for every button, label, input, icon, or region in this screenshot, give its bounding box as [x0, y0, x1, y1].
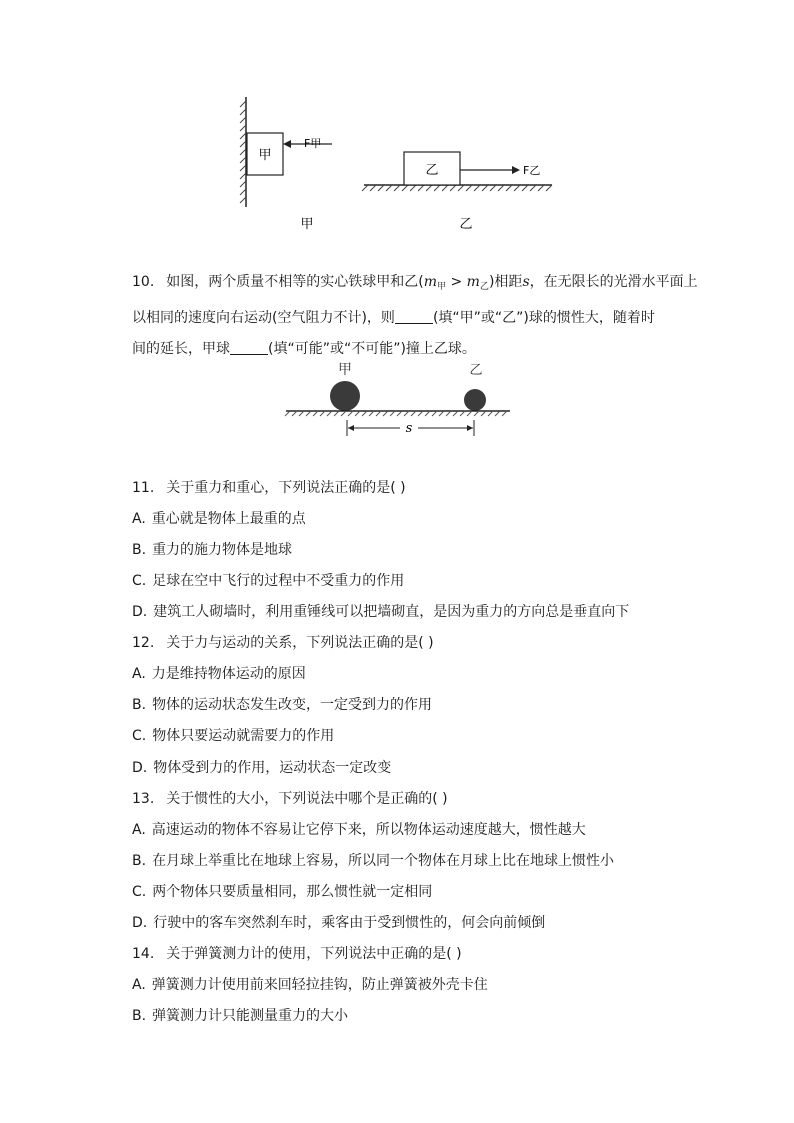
q12-option-b[interactable]: B. 物体的运动状态发生改变，一定受到力的作用	[132, 697, 433, 713]
answer-blank-1[interactable]	[395, 309, 433, 324]
ball-jia	[330, 381, 360, 411]
q11-option-a[interactable]: A. 重心就是物体上最重的点	[132, 511, 306, 527]
force-left-label: F甲	[304, 137, 322, 150]
distance-s-label: s	[405, 421, 413, 436]
q12-option-c[interactable]: C. 物体只要运动就需要力的作用	[132, 728, 335, 744]
block-yi-label: 乙	[425, 163, 439, 178]
distance-arrow-right-icon	[467, 425, 473, 431]
figure-two-balls	[282, 358, 514, 440]
ball-jia-label: 甲	[338, 362, 352, 378]
question-number: 10.	[132, 274, 155, 290]
caption-right: 乙	[459, 217, 473, 232]
q12-option-a[interactable]: A. 力是维持物体运动的原因	[132, 666, 306, 682]
question-10-line-2: 以相同的速度向右运动(空气阻力不计)，则 (填“甲”或“乙”)球的惯性大，随着时	[132, 310, 655, 326]
q11-option-d[interactable]: D. 建筑工人砌墙时，利用重锤线可以把墙砌直，是因为重力的方向总是垂直向下	[132, 604, 630, 620]
q13-option-d[interactable]: D. 行驶中的客车突然刹车时，乘客由于受到惯性的，何会向前倾倒	[132, 915, 546, 931]
wall-hatching	[240, 101, 246, 203]
figure-wall-and-floor-blocks	[230, 95, 560, 240]
q14-option-b[interactable]: B. 弹簧测力计只能测量重力的大小	[132, 1008, 349, 1024]
q11-option-c[interactable]: C. 足球在空中飞行的过程中不受重力的作用	[132, 573, 405, 589]
caption-left: 甲	[300, 217, 314, 232]
q13-option-a[interactable]: A. 高速运动的物体不容易让它停下来，所以物体运动速度越大，惯性越大	[132, 822, 586, 838]
block-jia-label: 甲	[258, 148, 272, 163]
question-14-stem: 14. 关于弹簧测力计的使用，下列说法中正确的是( )	[132, 946, 462, 962]
arrow-head-right-icon	[512, 166, 520, 174]
ball-yi-label: 乙	[469, 363, 483, 378]
floor-hatching	[362, 185, 552, 191]
question-10-line-1: 10. 如图，两个质量不相等的实心铁球甲和乙$(m_甲 > m_乙)$相距s，在无限长的光滑水平面上	[132, 267, 692, 303]
question-12-stem: 12. 关于力与运动的关系，下列说法正确的是( )	[132, 635, 434, 651]
question-13-stem: 13. 关于惯性的大小，下列说法中哪个是正确的( )	[132, 791, 448, 807]
force-right-label: F乙	[523, 164, 541, 177]
answer-blank-2[interactable]	[230, 340, 268, 355]
q12-option-d[interactable]: D. 物体受到力的作用，运动状态一定改变	[132, 760, 392, 776]
distance-arrow-left-icon	[348, 425, 354, 431]
q13-option-b[interactable]: B. 在月球上举重比在地球上容易，所以同一个物体在月球上比在地球上惯性小	[132, 853, 615, 869]
q14-option-a[interactable]: A. 弹簧测力计使用前来回轻拉挂钩，防止弹簧被外壳卡住	[132, 977, 488, 993]
arrow-head-left-icon	[283, 140, 291, 148]
question-10-line-3: 间的延长，甲球 (填“可能”或“不可能”)撞上乙球。	[132, 341, 476, 357]
q13-option-c[interactable]: C. 两个物体只要质量相同，那么惯性就一定相同	[132, 884, 433, 900]
q11-option-b[interactable]: B. 重力的施力物体是地球	[132, 542, 293, 558]
ball-yi	[464, 389, 486, 411]
question-10	[132, 267, 698, 365]
question-11-stem: 11. 关于重力和重心，下列说法正确的是( )	[132, 480, 406, 496]
